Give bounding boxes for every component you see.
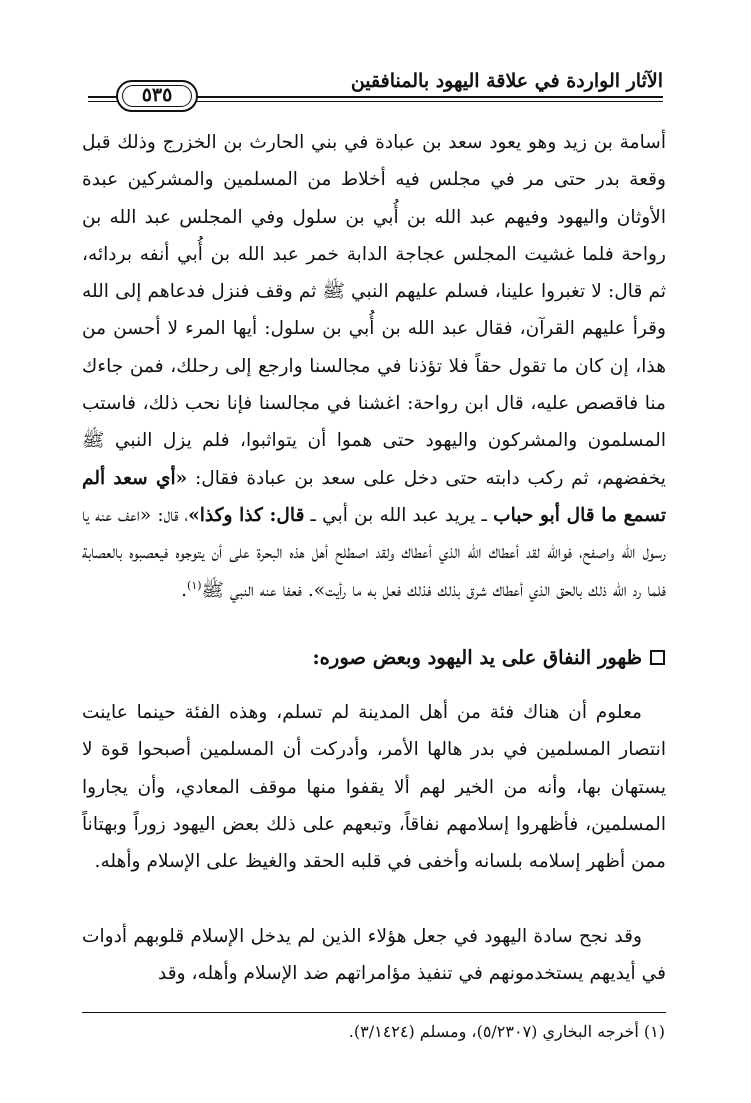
- running-title: الآثار الواردة في علاقة اليهود بالمنافقين: [350, 70, 663, 92]
- footnote: (١) أخرجه البخاري (٥/٢٣٠٧)، ومسلم (٣/١٤٢٤).: [348, 1022, 665, 1041]
- section-heading: [312, 646, 665, 669]
- section-heading-text: ظهور النفاق على يد اليهود وبعض صوره:: [312, 646, 642, 669]
- paragraph-text: ـ يريد عبد الله بن أبي ـ: [304, 504, 494, 526]
- paragraph-continuation: [82, 918, 666, 993]
- page-number: ٥٣٥: [116, 80, 198, 112]
- paragraph-text: ، قال: «اعف عنه يا رسول الله واصفح، فوالله لقد أعطاك الله الذي أعطاك ولقد اصطلح أهل هذه البحرة على أن يتوجوه فيعصبوه بالعصابة فلما رد الله ذلك بالحق الذي أعطاك شرق بذلك فذلك فعل به ما رأيت». فعفا عنه النبي ﷺ: [82, 504, 666, 601]
- paragraph-munafiqun: [82, 694, 666, 880]
- paragraph-text: معلوم أن هناك فئة من أهل المدينة لم تسلم، وهذه الفئة حينما عاينت انتصار المسلمين في بدر هالها الأمر، وأدركت أن المسلمين أصبحوا قوة لا يستهان بها، وأنه من الخير لهم ألا يقفوا منها موقف المعادي، وأن يجاروا المسلمين، فأظهروا إسلامهم نفاقاً، وتبعهم على ذلك بعض اليهود زوراً وبهتاناً ممن أظهر إسلامه بلسانه وأخفى في قلبه الحقد والغيظ على الإسلام وأهله.: [82, 702, 666, 873]
- hadith-quote-bold: قال: كذا وكذا»: [188, 504, 305, 526]
- hadith-quote-bold: «أي سعد ألم تسمع ما قال أبو حباب: [82, 467, 666, 526]
- paragraph-text: وقد نجح سادة اليهود في جعل هؤلاء الذين لم يدخل الإسلام قلوبهم أدوات في أيديهم يستخدمونهم في تنفيذ مؤامراتهم ضد الإسلام وأهله، وقد: [82, 926, 666, 985]
- paragraph-text: أسامة بن زيد وهو يعود سعد بن عبادة في بني الحارث بن الخزرج وذلك قبل وقعة بدر حتى مر في مجلس فيه أخلاط من المسلمين والمشركين عبدة الأوثان واليهود وفيهم عبد الله بن أُبي بن سلول وفي المجلس عبد الله بن رواحة فلما غشيت المجلس عجاجة الدابة خمر عبد الله بن أُبي أنفه بردائه، ثم قال: لا تغبروا علينا، فسلم عليهم النبي ﷺ ثم وقف فنزل فدعاهم إلى الله وقرأ عليهم القرآن، فقال عبد الله بن أُبي بن سلول: أيها المرء لا أحسن من هذا، إن كان ما تقول حقاً فلا تؤذنا في مجالسنا وارجع إلى رحلك، فمن جاءك منا فاقصص عليه، قال ابن رواحة: اغشنا في مجالسنا فإنا نحب ذلك، فاستب المسلمون والمشركون واليهود حتى هموا أن يتواثبوا، فلم يزل النبي ﷺ يخفضهم، ثم ركب دابته حتى دخل على سعد بن عبادة فقال:: [82, 132, 666, 489]
- running-header: [88, 68, 663, 112]
- square-bullet-icon: [650, 650, 665, 665]
- footnote-reference: (١): [187, 578, 202, 592]
- paragraph-end: .: [181, 579, 188, 601]
- paragraph-hadith: [82, 124, 666, 609]
- footnote-separator: [82, 1012, 666, 1013]
